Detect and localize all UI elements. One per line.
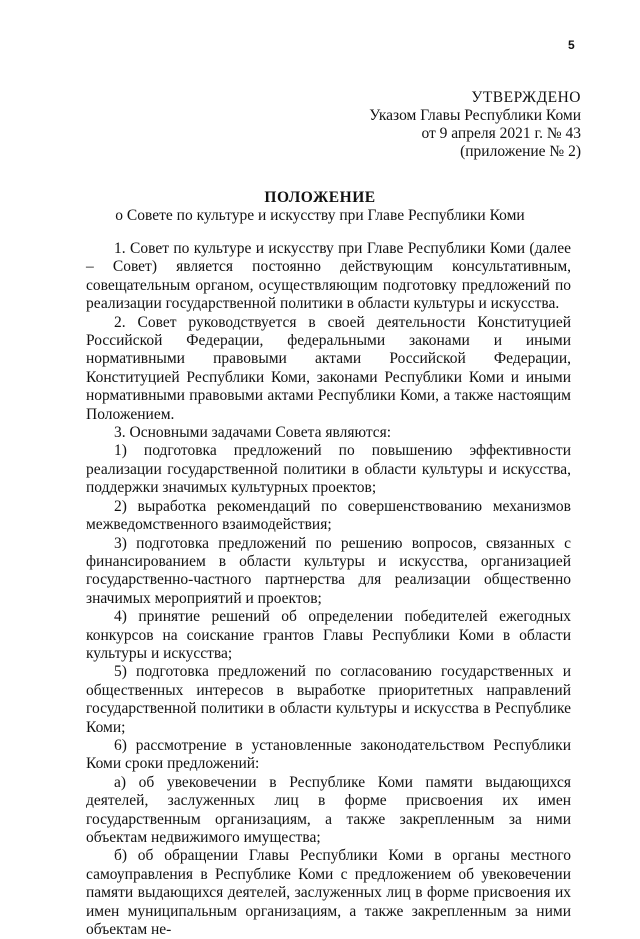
paragraph: 3. Основными задачами Совета являются: (114, 424, 392, 442)
paragraph: 2. Совет руководствуется в своей деятельности Конституцией Российской Федерации, федеральными законами и иными нормативными правовыми актами Российской Федерации, Конституцией Республики Коми, законами Республики Коми и иными нормативными правовыми актами Республики Коми, а также настоящим Положением. (86, 313, 571, 423)
paragraph: б) об обращении Главы Республики Коми в органы местного самоуправления в Республике Коми с предложением об увековечении памяти выдающихся деятелей, заслуженных лиц в форме присвоения их имен муниципальным организациям, а также закрепленным за ними объектам не- (86, 847, 571, 939)
paragraph: 1. Совет по культуре и искусству при Главе Республики Коми (далее – Совет) является постоянно действующим консультативным, совещательным органом, осуществляющим подготовку предложений по реализации государственной политики в области культуры и искусства. (86, 240, 571, 313)
approval-block (369, 89, 581, 161)
document-body (86, 240, 571, 939)
paragraph: 3) подготовка предложений по решению вопросов, связанных с финансированием в области культуры и искусства, организацией государственно-частного партнерства для реализации общественно значимых мероприятий и проектов; (86, 534, 571, 607)
approval-date-number: от 9 апреля 2021 г. № 43 (421, 125, 581, 142)
document-title: ПОЛОЖЕНИЕ (264, 189, 376, 206)
paragraph: 1) подготовка предложений по повышению эффективности реализации государственной политики в области культуры и искусства, поддержки значимых культурных проектов; (86, 442, 571, 497)
paragraph: а) об увековечении в Республике Коми памяти выдающихся деятелей, заслуженных лиц в форме присвоения их имен государственным организациям, а также закрепленным за ними объектам недвижимого имущества; (86, 773, 571, 846)
page-number: 5 (568, 38, 575, 52)
paragraph: 4) принятие решений об определении победителей ежегодных конкурсов на соискание грантов Главы Республики Коми в области культуры и искусства; (86, 608, 571, 662)
paragraph: 6) рассмотрение в установленные законодательством Республики Коми сроки предложений: (86, 736, 571, 773)
paragraph: 2) выработка рекомендаций по совершенствованию механизмов межведомственного взаимодействия; (86, 497, 571, 534)
document-subtitle: о Совете по культуре и искусству при Главе Республики Коми (115, 207, 525, 224)
approval-decree: Указом Главы Республики Коми (369, 107, 581, 124)
approval-appendix: (приложение № 2) (460, 143, 581, 160)
approval-heading: УТВЕРЖДЕНО (471, 89, 581, 106)
paragraph: 5) подготовка предложений по согласованию государственных и общественных интересов в выработке приоритетных направлений государственной политики в области культуры и искусства в Республике Коми; (86, 663, 571, 736)
